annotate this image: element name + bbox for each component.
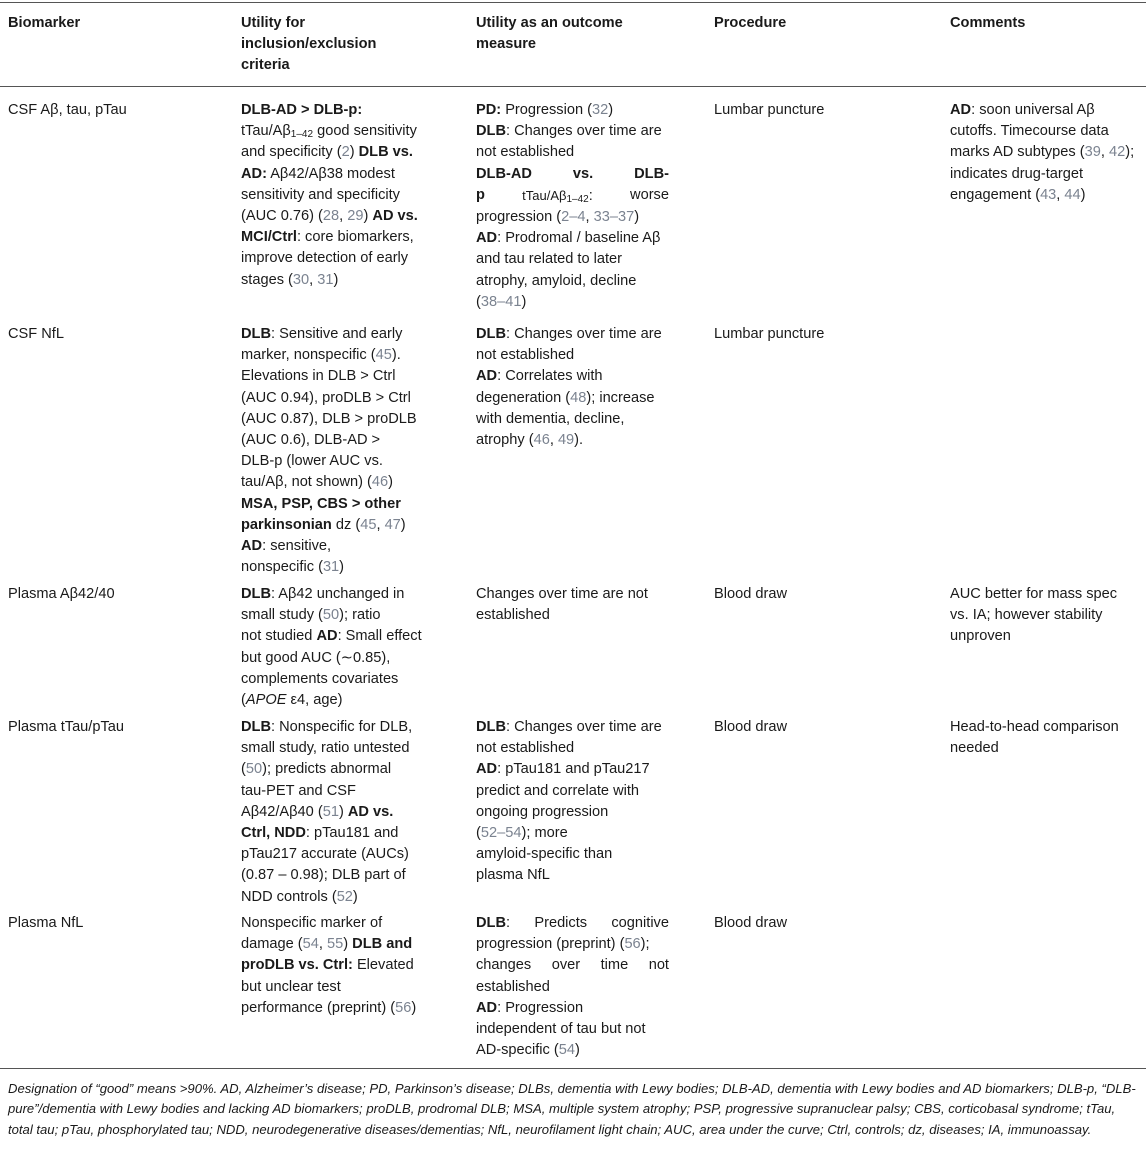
header-inclusion (241, 13, 376, 77)
header-inclusion-line: criteria (241, 57, 290, 74)
table-top-rule (0, 2, 1146, 3)
row1-biomarker: CSF Aβ, tau, pTau (8, 102, 127, 118)
row3-comments: AUC better for mass spec vs. IA; however stability unproven (950, 586, 1118, 645)
row1-inclusion: DLB-AD > DLB-p: tTau/$A\beta_{1-42}$ good sensitivity and specificity (2) DLB vs. AD: Aβ42/Aβ38 modest sensitivity and specificity (AUC 0.76) (28, 29) AD vs. MCI/Ctrl: core biomarkers, improve detection of early stages (30, 31) (241, 102, 418, 288)
row1-outcome: PD: Progression (32) DLB: Changes over time are not established DLB-AD vs. DLB- p tTau/$A\beta_{1-42}$: worse progression (2–4, 33–37) AD: Prodromal / baseline Aβ and tau related to later atrophy, amyloid, decline (38–41) (476, 102, 669, 310)
row2-biomarker: CSF NfL (8, 326, 64, 342)
table-bottom-rule (0, 1068, 1146, 1069)
header-comments: Comments (950, 15, 1026, 31)
row5-procedure: Blood draw (714, 915, 788, 931)
header-biomarker: Biomarker (8, 15, 81, 31)
row1-comments: AD: soon universal Aβ cutoffs. Timecourse data marks AD subtypes (39, 42); indicates drug-target engagement (43, 44) (950, 102, 1135, 203)
header-inclusion-line: inclusion/exclusion (241, 36, 377, 53)
header-outcome-line: Utility as an outcome (476, 15, 623, 31)
row3-outcome: Changes over time are not established (476, 586, 648, 624)
row4-inclusion: DLB: Nonspecific for DLB, small study, ratio untested (50); predicts abnormal tau-PET and CSF Aβ42/Aβ40 (51) AD vs. Ctrl, NDD: pTau181 and pTau217 accurate (AUCs) (0.87 – 0.98); DLB part of NDD controls (52) (241, 719, 413, 905)
row4-biomarker: Plasma tTau/pTau (8, 719, 125, 735)
row1-procedure: Lumbar puncture (714, 102, 825, 118)
row5-biomarker: Plasma NfL (8, 915, 84, 931)
row2-outcome: DLB: Changes over time are not established AD: Correlates with degeneration (48); increase with dementia, decline, atrophy (46, 49). (476, 326, 662, 449)
header-procedure: Procedure (714, 15, 787, 31)
table-footnote: Designation of “good” means >90%. AD, Alzheimer’s disease; PD, Parkinson’s disease; DLBs, dementia with Lewy bodies; DLB-AD, dementia with Lewy bodies and AD biomarkers; DLB-p, “DLB-pure”/dementia with Lewy bodies and lacking AD biomarkers; proDLB, prodromal DLB; MSA, multiple system atrophy; PSP, progressive supranuclear palsy; CBS, corticobasal syndrome; tTau, total tau; pTau, phosphorylated tau; NDD, neurodegenerative diseases/dementias; NfL, neurofilament light chain; AUC, area under the curve; Ctrl, controls; dz, diseases; IA, immunoassay. (8, 1081, 1136, 1137)
header-inclusion-line: Utility for (241, 15, 306, 31)
row4-procedure: Blood draw (714, 719, 788, 735)
header-outcome (476, 13, 623, 55)
row4-comments: Head-to-head comparison needed (950, 719, 1119, 757)
row3-inclusion: DLB: Aβ42 unchanged in small study (50); ratio not studied AD: Small effect but good AUC (∼0.85), complements covariates (APOE ε4, age) (241, 586, 422, 709)
row3-biomarker: Plasma Aβ42/40 (8, 586, 115, 602)
row2-inclusion: DLB: Sensitive and early marker, nonspecific (45). Elevations in DLB > Ctrl (AUC 0.94), proDLB > Ctrl (AUC 0.87), DLB > proDLB (AUC 0.6), DLB-AD > DLB-p (lower AUC vs. tau/Aβ, not shown) (46) MSA, PSP, CBS > other parkinsonian dz (45, 47) AD: sensitive, nonspecific (31) (241, 326, 417, 576)
header-outcome-line: measure (476, 36, 537, 53)
row5-outcome: DLB: Predicts cognitive progression (preprint) (56); changes over time not established AD: Progression independent of tau but not AD-specific (54) (476, 915, 669, 1059)
table-header-rule (0, 86, 1146, 87)
row5-inclusion: Nonspecific marker of damage (54, 55) DLB and proDLB vs. Ctrl: Elevated but unclear test performance (preprint) (56) (241, 915, 417, 1016)
row2-procedure: Lumbar puncture (714, 326, 825, 342)
row3-procedure: Blood draw (714, 586, 788, 602)
row4-outcome: DLB: Changes over time are not established AD: pTau181 and pTau217 predict and correlate with ongoing progression (52–54); more amyloid-specific than plasma NfL (476, 719, 662, 884)
